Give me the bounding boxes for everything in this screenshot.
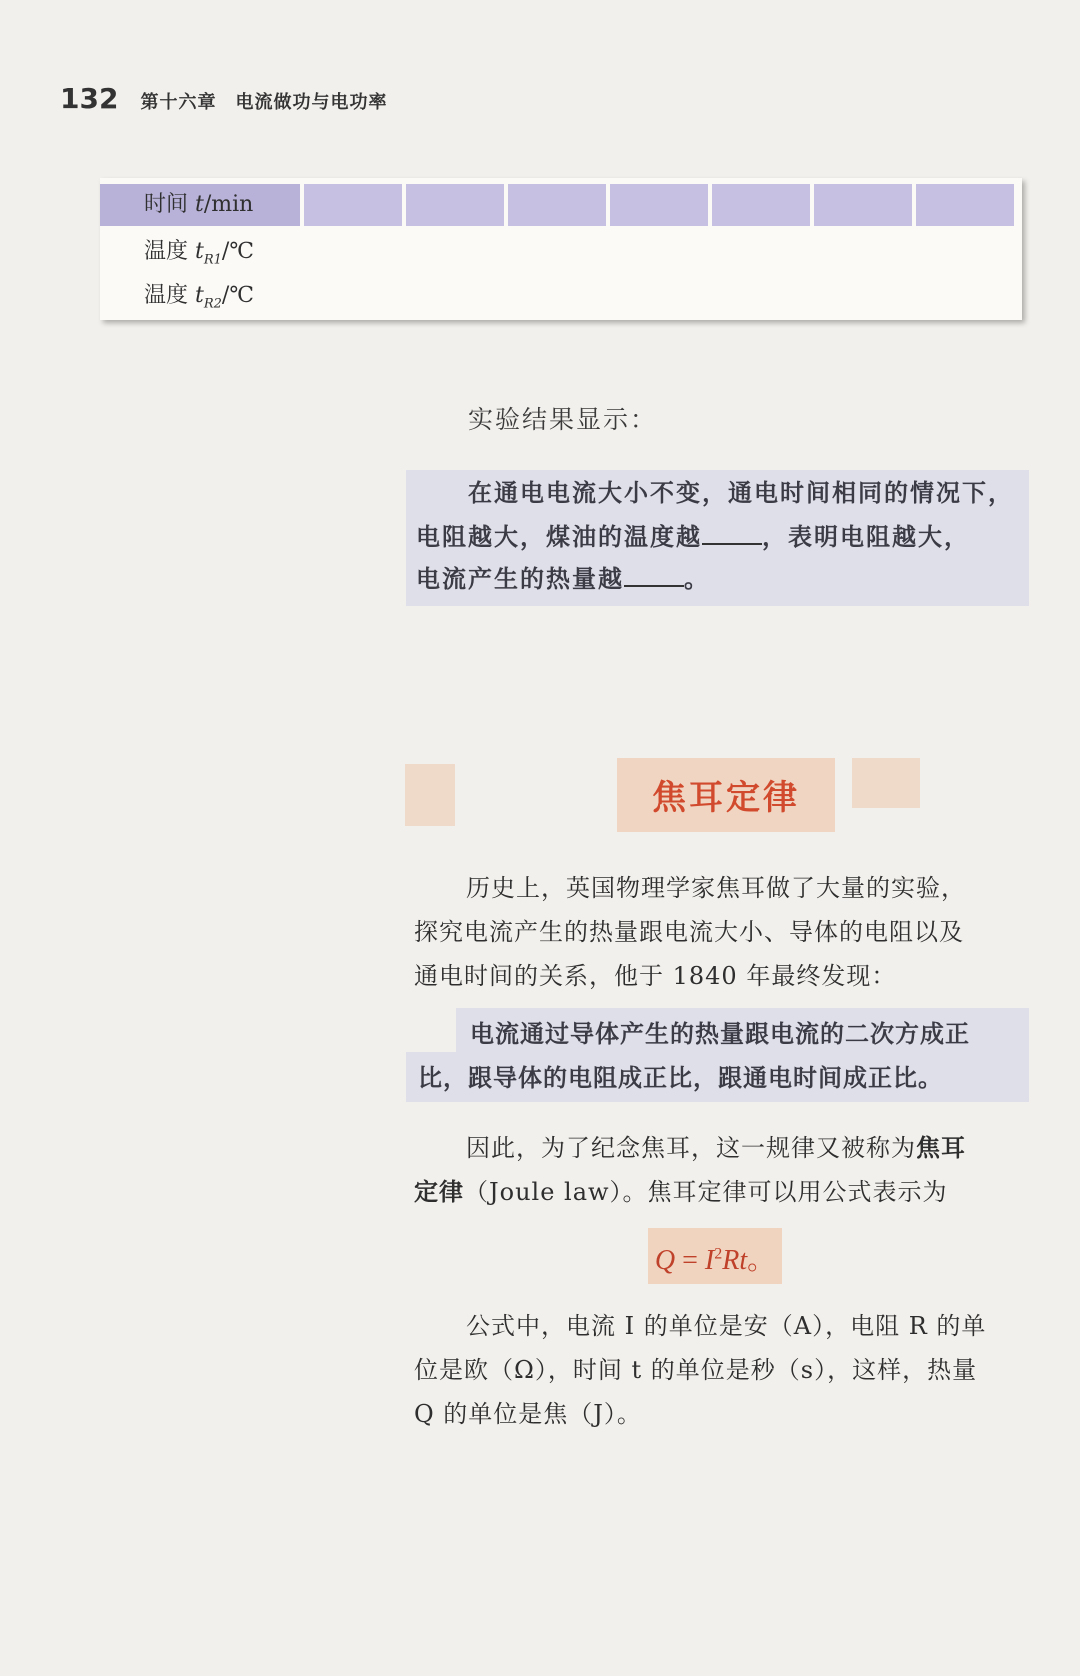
temp-r2-text: 温度 [144,283,195,308]
naming-line-2 [414,1170,1026,1214]
temp-r1-var: t [195,239,204,264]
term-joule: 焦耳 [916,1133,966,1162]
page-header [60,82,387,115]
answer-blank-1[interactable] [702,519,762,545]
temp-r1-unit: /℃ [221,239,254,264]
time-label-text: 时间 [144,192,195,217]
section-title: 焦耳定律 [652,778,800,818]
temp-r1-label [100,232,300,272]
units-paragraph [414,1304,1026,1436]
time-unit: /min [203,192,254,217]
joule-formula [648,1238,782,1278]
results-heading: 实验结果显示： [468,405,658,434]
table-row-time [100,184,1022,226]
table-cell [610,184,708,226]
banner-right-block [852,758,920,808]
answer-blank-2[interactable] [624,561,684,587]
time-label [100,184,300,226]
temp-r1-sub: R1 [203,252,222,268]
history-line-1: 历史上，英国物理学家焦耳做了大量的实验， [466,874,966,902]
law-line-2: 比，跟导体的电阻成正比，跟通电时间成正比。 [418,1063,943,1092]
temp-r2-label [100,276,300,316]
temp-r1-text: 温度 [144,239,195,264]
result-line-2a: 电阻越大，煤油的温度越 [416,522,702,551]
result-line-3a: 电流产生的热量越 [416,564,624,593]
law-line-1: 电流通过导体产生的热量跟电流的二次方成正 [470,1019,970,1048]
banner-left-block [405,764,455,826]
term-law: 定律 [414,1177,464,1206]
law-box-notch [406,1008,456,1052]
result-line-1: 在通电电流大小不变，通电时间相同的情况下， [468,478,1014,507]
formula-q: Q [654,1245,676,1276]
table-cell [304,184,402,226]
table-cell [814,184,912,226]
result-line-3 [416,558,1019,600]
time-cells [304,184,1014,226]
table-row-temp-r2 [100,276,1022,316]
naming-line-2b: （Joule law）。焦耳定律可以用公式表示为 [464,1178,948,1206]
data-table [100,178,1022,320]
naming-line-1a: 因此，为了纪念焦耳，这一规律又被称为 [466,1134,916,1162]
formula-i: I [704,1245,715,1276]
time-var: t [195,192,204,217]
units-line-3: Q 的单位是焦（J）。 [414,1400,642,1428]
formula-exponent: 2 [714,1245,723,1263]
naming-paragraph [414,1126,1026,1214]
table-row-temp-r1 [100,232,1022,272]
table-cell [712,184,810,226]
units-line-2: 位是欧（Ω），时间 t 的单位是秒（s），这样，热量 [414,1356,978,1384]
result-line-3b: 。 [684,564,710,593]
table-cell [406,184,504,226]
naming-line-1 [414,1126,1026,1170]
history-line-3: 通电时间的关系，他于 1840 年最终发现： [414,962,897,990]
temp-r2-var: t [195,283,204,308]
result-line-2 [416,516,1019,558]
result-box [406,470,1029,606]
result-line-2b: ，表明电阻越大， [762,522,970,551]
formula-equals: = [675,1245,705,1276]
chapter-title: 第十六章 电流做功与电功率 [140,92,388,113]
history-line-2: 探究电流产生的热量跟电流大小、导体的电阻以及 [414,918,964,946]
temp-r2-unit: /℃ [221,283,254,308]
table-cell [508,184,606,226]
law-box [406,1008,1029,1102]
temp-r2-sub: R2 [203,296,222,312]
units-line-1: 公式中，电流 I 的单位是安（A），电阻 R 的单 [466,1312,987,1340]
page-number: 132 [60,82,119,115]
history-paragraph [414,866,1026,998]
formula-period: 。 [747,1245,776,1276]
table-cell [916,184,1014,226]
formula-rt: Rt [722,1245,748,1276]
